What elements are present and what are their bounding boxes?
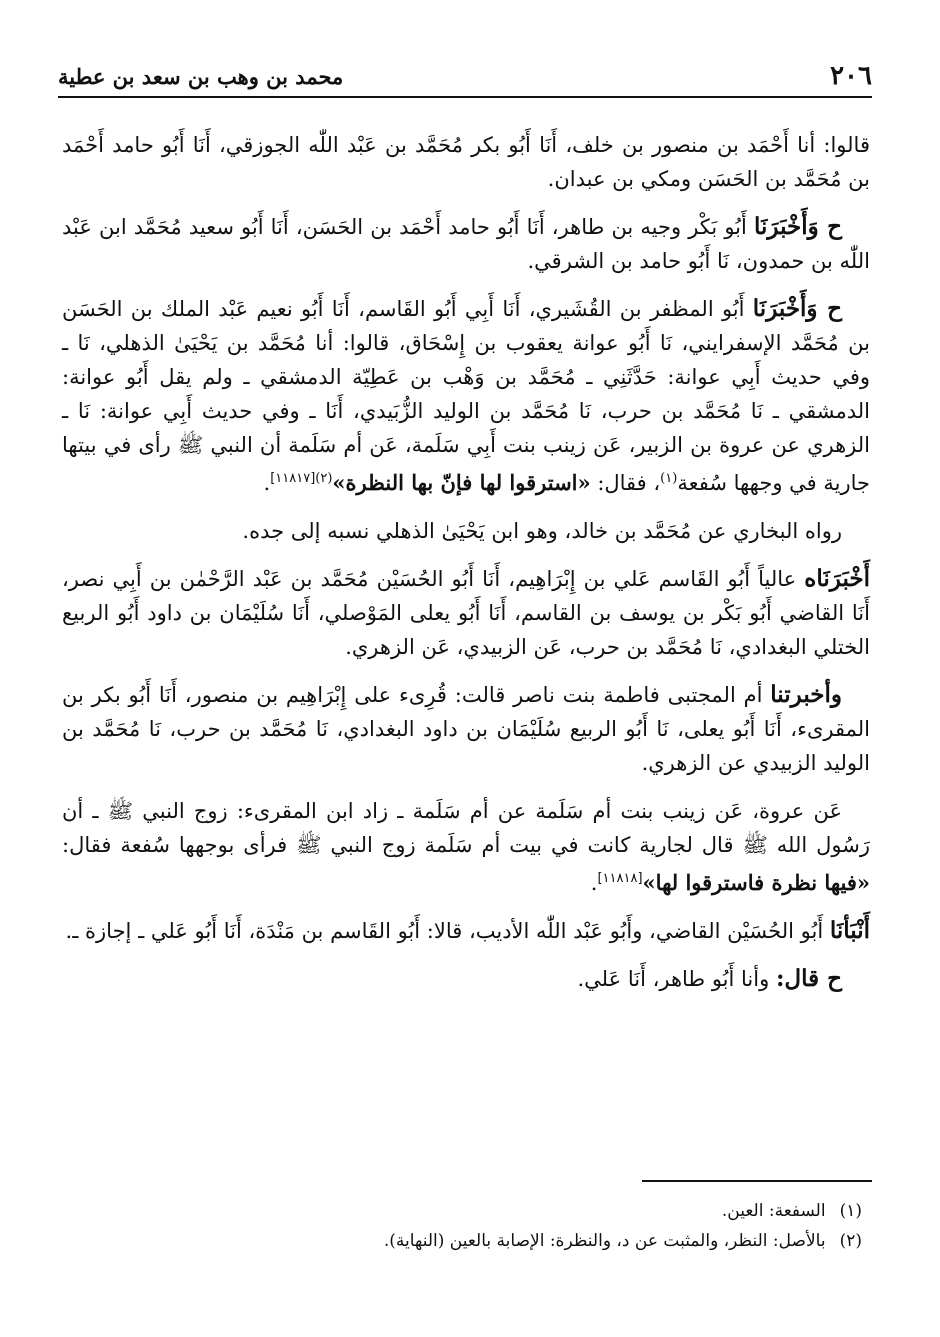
- paragraph-text-mid: ، فقال:: [590, 471, 661, 495]
- paragraph-text: عالياً أَبُو القَاسم عَلي بن إِبْرَاهِيم، أَنَا أَبُو الحُسَيْن مُحَمَّد بن عَبْد الرَّحْمٰن بن أَبِي نصر، أَنَا القاضي أَبُو بَكْر بن يوسف بن القاسم، أَنَا أَبُو يعلى المَوْصلي، أَنَا سُلَيْمَان بن داود أَبُو الربيع الختلي البغدادي، نَا مُحَمَّد بن حرب، عَن الزبيدي، عَن الزهري.: [62, 567, 870, 659]
- isnad-lead: أَخْبَرَنَاه: [804, 565, 870, 592]
- isnad-lead: أَنْبَأنَا: [829, 917, 870, 944]
- paragraph-9: [62, 962, 870, 996]
- isnad-lead: ح وَأَخْبَرَنَا: [753, 213, 843, 240]
- paragraph-3: [62, 292, 870, 500]
- footnote-1: [62, 1196, 862, 1226]
- isnad-lead: ح وَأَخْبَرَنَا: [752, 295, 843, 322]
- footnote-number: (١): [839, 1201, 862, 1221]
- paragraph-1: [62, 128, 870, 196]
- footnote-text: السفعة: العين.: [721, 1201, 826, 1221]
- paragraph-5: [62, 562, 870, 664]
- paragraph-text: أَبُو بَكْر وجيه بن طاهر، أَنَا أَبُو حامد أَحْمَد بن الحَسَن، أَنَا أَبُو سعيد مُحَمَّد ابن عَبْد اللّٰه بن حمدون، نَا أَبُو حامد بن الشرقي.: [62, 215, 870, 273]
- paragraph-text: أم المجتبى فاطمة بنت ناصر قالت: قُرِىء على إِبْرَاهِيم بن منصور، أَنَا أَبُو بكر بن المقرىء، أَنَا أَبُو يعلى، نَا أَبُو الربيع سُلَيْمَان بن داود البغدادي، نَا مُحَمَّد بن حرب، نَا مُحَمَّد بن الوليد الزبيدي عن الزهري.: [62, 683, 870, 775]
- paragraph-text: أَبُو الحُسَيْن القاضي، وأَبُو عَبْد اللّٰه الأديب، قالا: أَبُو القَاسم بن مَنْدَة، أَنَا أَبُو عَلي ـ إجازة ـ.: [65, 919, 824, 943]
- footnotes: [62, 1196, 862, 1256]
- paragraph-7: [62, 794, 870, 900]
- paragraph-text: رواه البخاري عن مُحَمَّد بن خالد، وهو ابن يَحْيَىٰ الذهلي نسبه إلى جده.: [242, 519, 842, 543]
- footnote-text: بالأصل: النظر، والمثبت عن د، والنظرة: الإصابة بالعين (النهاية).: [383, 1231, 826, 1251]
- paragraph-8: [62, 914, 870, 948]
- hadith-reference-number: [١١٨١٨]: [597, 871, 643, 886]
- hadith-quote: «استرقوا لها فإنّ بها النظرة»: [332, 470, 591, 495]
- footnote-marker: (٢): [315, 471, 333, 486]
- isnad-lead: وأخبرتنا: [770, 681, 842, 708]
- paragraph-text: قالوا: أنا أَحْمَد بن منصور بن خلف، أَنَا أَبُو بكر مُحَمَّد بن عَبْد اللّٰه الجوزقي، أَنَا أَبُو حامد أَحْمَد بن مُحَمَّد بن الحَسَن ومكي بن عبدان.: [62, 133, 870, 191]
- hadith-quote: «فيها نظرة فاسترقوا لها»: [642, 870, 870, 895]
- paragraph-text: أَبُو المظفر بن القُشَيري، أَنَا أَبِي أَبُو القَاسم، أَنَا أَبُو نعيم عَبْد الملك بن الحَسَن بن مُحَمَّد الإسفرايني، نَا أَبُو عوانة يعقوب بن إِسْحَاق، قالوا: أنا مُحَمَّد بن يَحْيَىٰ الذهلي، نَا ـ وفي حديث أَبِي عوانة: حَدَّثَنِي ـ مُحَمَّد بن وَهْب بن عَطِيّة الدمشقي ـ ولم يقل أَبُو عوانة: الدمشقي ـ نَا مُحَمَّد بن حرب، نَا مُحَمَّد بن الوليد الزُّبَيدي، أَنَا ـ وفي حديث أَبِي عوانة: نَا ـ الزهري عن عروة بن الزبير، عَن زينب بنت أَبِي سَلَمة، عَن أم سَلَمة أن النبي ﷺ رأى في بيتها جارية في وجهها سُفعة: [62, 297, 870, 495]
- page-number: ٢٠٦: [830, 61, 872, 91]
- footnote-number: (٢): [839, 1231, 862, 1251]
- paragraph-end: .: [590, 871, 598, 895]
- hadith-reference-number: [١١٨١٧]: [270, 471, 316, 486]
- main-text: [62, 128, 870, 1010]
- paragraph-text: وأنا أَبُو طاهر، أَنَا عَلي.: [577, 967, 770, 991]
- footnote-2: [62, 1226, 862, 1256]
- footnote-marker: (١): [660, 471, 678, 486]
- paragraph-text: عَن عروة، عَن زينب بنت أم سَلَمة عن أم سَلَمة ـ زاد ابن المقرىء: زوج النبي ﷺ ـ أن رَسُول الله ﷺ قال لجارية كانت في بيت أم سَلَمة زوج النبي ﷺ فرأى بوجهها سُفعة فقال:: [62, 799, 870, 857]
- footnote-divider: [642, 1180, 872, 1182]
- page-header: [58, 56, 872, 98]
- paragraph-2: [62, 210, 870, 278]
- isnad-lead: ح قال:: [775, 965, 842, 992]
- running-title: محمد بن وهب بن سعد بن عطية: [58, 63, 344, 89]
- paragraph-4: [62, 514, 870, 548]
- paragraph-6: [62, 678, 870, 780]
- paragraph-end: .: [263, 471, 271, 495]
